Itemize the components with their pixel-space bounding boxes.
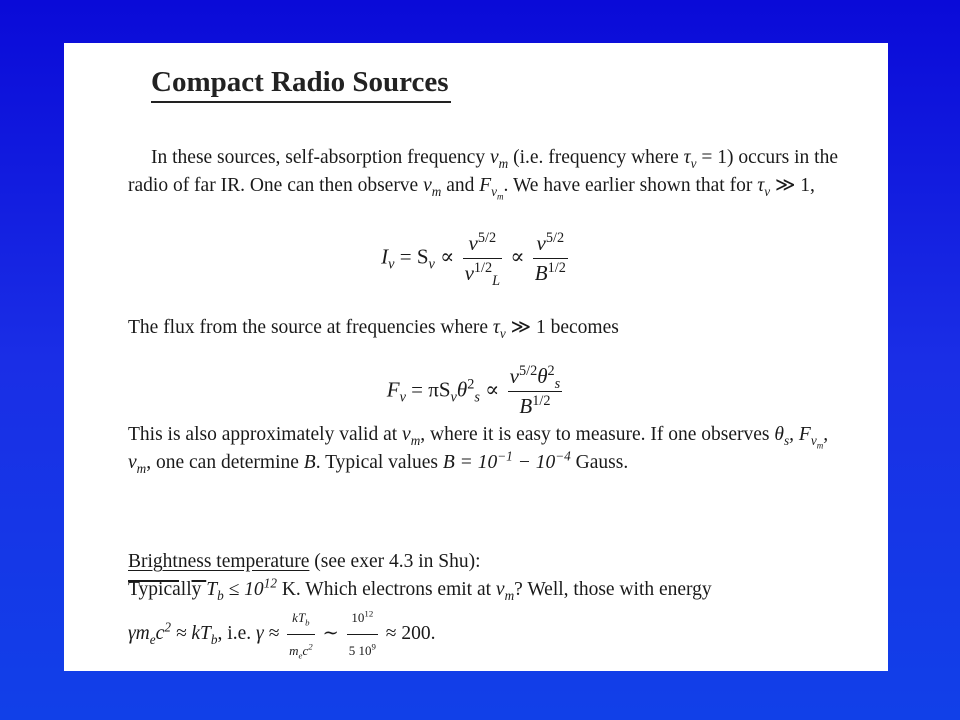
math-proportional: ∝ <box>485 377 500 402</box>
math-tau-nu: $\tau_\nu$ <box>492 317 506 341</box>
fraction-nu-over-nuL: $\frac{\nu^{5/2}}{\nu^{1/2}_L}$ <box>464 230 501 290</box>
equation-intensity: $I_\nu = S_\nu$ ∝ $\frac{\nu^{5/2}}{\nu^{1/2}_L}$ ∝ $\frac{\nu^{5/2}}{B^{1/2}}$ <box>381 230 566 290</box>
math-much-greater-one: ≫ 1 <box>510 317 546 338</box>
math-B-range: $B = 10^{-1} - 10^{-4}$ <box>442 448 571 473</box>
math-nu-m: $\nu_m$ <box>423 175 442 199</box>
text-run: , <box>810 175 815 196</box>
math-gamma-approx: γ ≈ <box>255 622 280 644</box>
text-run: (see exer 4.3 in Shu): <box>309 551 481 572</box>
math-proportional: ∝ <box>440 244 455 269</box>
slide-panel <box>64 43 888 671</box>
math-I: I <box>381 244 389 269</box>
text-run: . <box>430 622 436 644</box>
paragraph-intro <box>128 144 840 200</box>
fraction-numeric: $\frac{10^{12}}{5 10^9}$ <box>347 604 378 665</box>
math-much-greater-one: ≫ 1 <box>774 175 810 196</box>
slide-title: Compact Radio Sources <box>151 63 451 103</box>
text-run: (i.e. frequency where <box>508 147 684 168</box>
text-run: becomes <box>545 317 619 338</box>
text-run: . Typical values <box>315 452 443 473</box>
math-eq-S: = S <box>399 244 429 269</box>
text-run: This is also approximately valid at <box>128 424 403 445</box>
text-run: , i.e. <box>217 622 256 644</box>
text-run: , where it is easy to measure. If one observes <box>420 424 775 445</box>
paragraph-brightness-temperature <box>128 548 840 665</box>
math-result-200: ≈ 200 <box>385 622 431 644</box>
math-nu-m: $\nu_m$ <box>402 424 421 448</box>
math-F-nu-m: $F_{\nu_m}$ <box>479 175 504 202</box>
math-Tb-limit: $T_b \le 10^{12}$ K <box>206 575 296 603</box>
text-run: ) occurs in the radio of far IR. One can then observe <box>128 147 838 196</box>
math-observables: $\theta_s$, $F_{\nu_m}$, $\nu_m$ <box>128 424 829 476</box>
math-tau-nu: $\tau_\nu$ <box>683 147 697 171</box>
text-run: In these sources, self-absorption frequency <box>151 147 490 168</box>
text-run: and <box>441 175 480 196</box>
text-run: , one can determine <box>146 452 304 473</box>
text-run: . We have earlier shown that for <box>503 175 758 196</box>
math-nu-m: $\nu_m$ <box>489 147 509 171</box>
math-proportional: ∝ <box>510 244 525 269</box>
equation-flux: $F_\nu = \pi S_\nu\theta^2_s$ ∝ $\frac{\nu^{5/2}\theta^2_s}{B^{1/2}}$ <box>386 363 561 418</box>
text-run: Typically <box>128 579 207 600</box>
text-run: The flux from the source at frequencies where <box>128 317 493 338</box>
section-heading: Brightness temperature <box>128 551 310 572</box>
fraction-nu-over-B: $\frac{\nu^{5/2}}{B^{1/2}}$ <box>534 230 566 285</box>
fraction-kTb-mec2: $\frac{kT_b}{m_ec^2}$ <box>287 604 315 665</box>
paragraph-flux <box>128 314 840 342</box>
math-eq-one: = 1 <box>701 147 727 168</box>
text-run: Gauss. <box>570 452 629 473</box>
math-nu-m: $\nu_m$ <box>495 579 515 603</box>
math-tau-nu: $\tau_\nu$ <box>757 175 771 199</box>
math-energy-relation: $\gamma m_ec^2 \approx kT_b$ <box>128 619 218 647</box>
math-B: B <box>303 452 316 473</box>
fraction-flux: $\frac{\nu^{5/2}\theta^2_s}{B^{1/2}}$ <box>509 363 561 418</box>
math-eq-pi-S: = πS <box>411 377 451 402</box>
text-run: ? Well, those with energy <box>514 579 712 600</box>
math-sim: ∼ <box>322 622 339 644</box>
text-run: . Which electrons emit at <box>295 579 496 600</box>
paragraph-validity <box>128 421 840 477</box>
math-F: F <box>386 377 400 402</box>
